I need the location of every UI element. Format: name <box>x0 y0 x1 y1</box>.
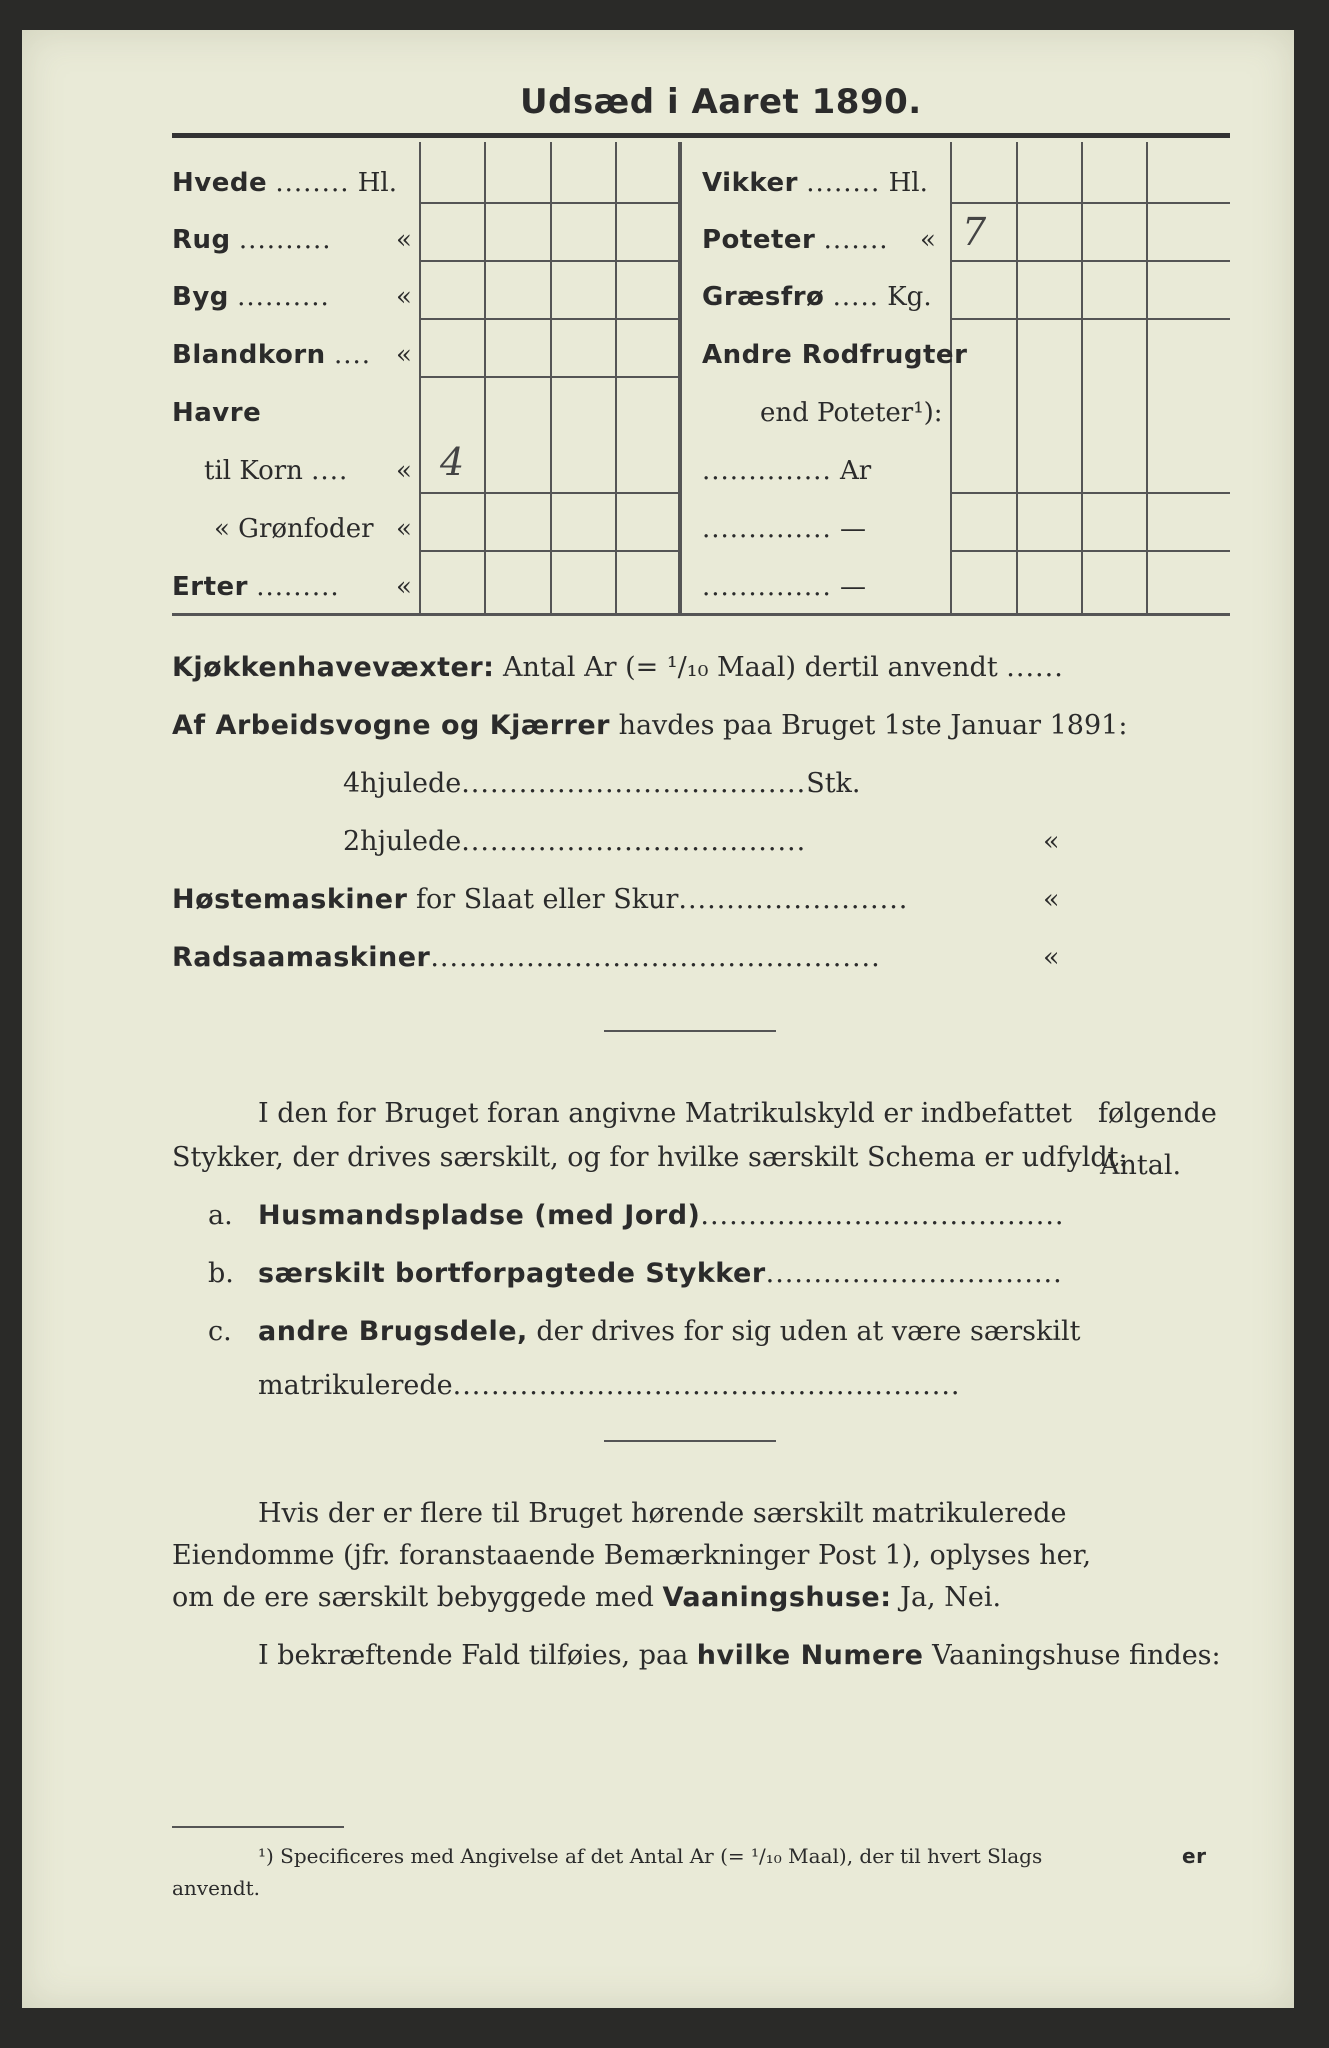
crop-row <box>172 572 340 602</box>
matrikel-intro-line1: I den for Bruget foran angivne Matrikulskyld er indbefattet <box>258 1098 1073 1129</box>
item-label: Husmandspladse (med Jord) <box>258 1200 701 1231</box>
unit-label: Ar <box>839 456 872 486</box>
wheels4-line <box>343 768 861 799</box>
item-letter: b. <box>208 1258 234 1289</box>
leader-dots: .................................... <box>461 768 807 799</box>
unit-label: « <box>396 282 412 312</box>
form-page <box>22 30 1294 2008</box>
item-letter: c. <box>208 1316 232 1347</box>
item-text: matrikulerede <box>258 1370 453 1401</box>
numbers-bold: hvilke Numere <box>696 1640 924 1671</box>
item-b <box>258 1258 1063 1289</box>
wagons-text: havdes paa Bruget 1ste Januar 1891: <box>618 710 1128 741</box>
footnote-line1-end: er <box>1182 1844 1207 1868</box>
item-a <box>258 1200 1065 1231</box>
houses-line3 <box>172 1582 1001 1613</box>
antal-header: Antal. <box>1100 1150 1182 1181</box>
leader-dots: .................................... <box>461 826 807 857</box>
seeders-label: Radsaamaskiner <box>172 942 431 973</box>
crop-row <box>172 225 332 255</box>
houses-options: Ja, Nei. <box>900 1582 1002 1613</box>
leader-dots: ............................... <box>765 1258 1063 1289</box>
harvest-label: Høstemaskiner <box>172 884 408 915</box>
leader-dots: .............. <box>702 456 832 486</box>
crop-row <box>702 572 866 602</box>
footnote-line1: ¹) Specificeres med Angivelse af det Antal Ar (= ¹/₁₀ Maal), der til hvert Slags <box>258 1844 1043 1868</box>
wheels2-label: 2hjulede <box>343 826 462 857</box>
unit-label: « <box>920 225 936 255</box>
numbers-text: I bekræftende Fald tilføies, paa <box>258 1640 689 1671</box>
crop-label: Poteter <box>702 225 816 255</box>
item-text: der drives for sig uden at være særskilt <box>536 1316 1081 1347</box>
section-divider <box>604 1030 776 1032</box>
leader-dots: ........................ <box>678 884 909 915</box>
crop-row <box>702 225 889 255</box>
crop-label: til Korn <box>204 456 303 486</box>
crop-row <box>172 168 397 198</box>
seeders-line <box>172 942 881 973</box>
crop-row <box>172 340 371 370</box>
crop-label: end Poteter¹): <box>760 398 943 428</box>
leader-dots: .......... <box>237 282 330 312</box>
crop-row <box>172 282 330 312</box>
col-divider <box>1146 142 1148 613</box>
numbers-text-end: Vaaningshuse findes: <box>932 1640 1221 1671</box>
houses-text: om de ere særskilt bebyggede med <box>172 1582 654 1613</box>
houses-line1: Hvis der er flere til Bruget hørende særskilt matrikulerede <box>258 1498 1067 1529</box>
numbers-line <box>258 1640 1221 1671</box>
item-c-line2 <box>258 1370 960 1401</box>
crop-label: Havre <box>172 398 262 428</box>
leader-dots: ............................................... <box>430 942 881 973</box>
title-rule <box>172 133 1230 138</box>
item-letter: a. <box>208 1200 233 1231</box>
kitchen-garden-line <box>172 652 1064 683</box>
houses-line2: Eiendomme (jfr. foranstaaende Bemærkninger Post 1), oplyses her, <box>172 1540 1092 1571</box>
crop-label: « Grønfoder <box>214 514 374 544</box>
table-bottom-rule <box>172 613 1230 616</box>
unit-label: Hl. <box>357 168 398 198</box>
leader-dots: .............. <box>702 514 832 544</box>
crop-row <box>702 282 932 312</box>
unit-label: Kg. <box>887 282 932 312</box>
crop-label: Andre Rodfrugter <box>702 340 968 370</box>
wagons-label: Af Arbeidsvogne og Kjærrer <box>172 710 610 741</box>
unit-label: Stk. <box>806 768 861 799</box>
leader-dots: ...................................... <box>700 1200 1065 1231</box>
leader-dots: .............. <box>702 572 832 602</box>
wheels4-label: 4hjulede <box>343 768 462 799</box>
crop-row <box>702 168 928 198</box>
leader-dots: ....... <box>823 225 889 255</box>
crop-label: Hvede <box>172 168 268 198</box>
crop-label: Erter <box>172 572 248 602</box>
section-divider <box>604 1440 776 1442</box>
leader-dots: ........ <box>275 168 350 198</box>
unit-label: « <box>396 225 412 255</box>
col-divider <box>950 142 952 613</box>
unit-label: Hl. <box>888 168 928 198</box>
item-label: særskilt bortforpagtede Stykker <box>258 1258 766 1289</box>
leader-dots: ..................................................... <box>452 1370 961 1401</box>
leader-dots: ......... <box>256 572 340 602</box>
leader-dots: .... <box>311 456 349 486</box>
leader-dots: .......... <box>238 225 332 255</box>
crop-label: Blandkorn <box>172 340 326 370</box>
unit-label: « <box>396 340 412 370</box>
wagons-line <box>172 710 1127 741</box>
crop-row <box>702 514 866 544</box>
unit-label: « <box>396 514 412 544</box>
unit-label: « <box>1043 942 1060 973</box>
footnote-line2: anvendt. <box>172 1876 261 1900</box>
unit-label: « <box>1043 884 1060 915</box>
item-label: andre Brugsdele, <box>258 1316 528 1347</box>
kitchen-text: Antal Ar (= ¹/₁₀ Maal) dertil anvendt <box>503 652 998 683</box>
leader-dots: .... <box>333 340 372 370</box>
wheels2-line <box>343 826 806 857</box>
leader-dots: ...... <box>1006 652 1064 683</box>
handwritten-value: 7 <box>962 210 987 254</box>
col-divider <box>1081 142 1083 613</box>
col-divider <box>1016 142 1018 613</box>
leader-dots: ........ <box>806 168 881 198</box>
footnote-rule <box>172 1826 344 1828</box>
harvest-line <box>172 884 908 915</box>
crop-row <box>204 456 348 486</box>
crop-label: Byg <box>172 282 229 312</box>
unit-label: « <box>396 456 412 486</box>
crop-label: Vikker <box>702 168 798 198</box>
crop-label: Rug <box>172 225 231 255</box>
handwritten-value: 4 <box>440 440 465 484</box>
crop-label: Græsfrø <box>702 282 825 312</box>
houses-bold: Vaaningshuse: <box>662 1582 892 1613</box>
unit-label: — <box>839 572 866 602</box>
leader-dots: ..... <box>832 282 879 312</box>
matrikel-intro-line2: Stykker, der drives særskilt, og for hvilke særskilt Schema er udfyldt: <box>172 1142 1128 1173</box>
kitchen-label: Kjøkkenhavevæxter: <box>172 652 495 683</box>
unit-label: — <box>839 514 866 544</box>
crop-row <box>702 456 871 486</box>
matrikel-intro-line1-end: følgende <box>1098 1098 1217 1129</box>
page-title: Udsæd i Aaret 1890. <box>520 82 922 122</box>
unit-label: « <box>396 572 412 602</box>
item-c <box>258 1316 1080 1347</box>
unit-label: « <box>1043 826 1060 857</box>
harvest-text: for Slaat eller Skur <box>416 884 679 915</box>
